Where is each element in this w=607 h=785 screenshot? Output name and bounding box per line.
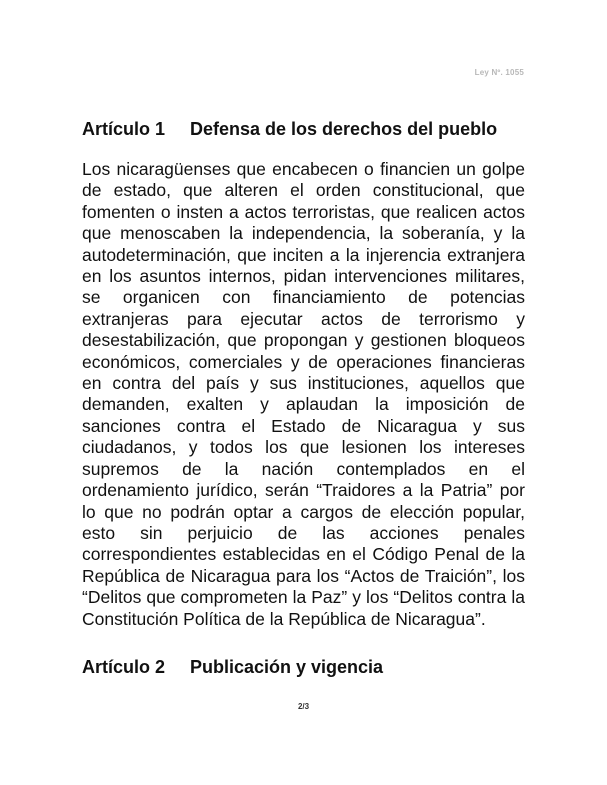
article-2-heading [82,656,383,678]
article-2-title: Publicación y vigencia [190,657,384,677]
article-1-heading [82,118,497,140]
law-reference: Ley Nº. 1055 [474,68,524,77]
page-number: 2/3 [297,702,310,711]
article-1-number: Artículo 1 [82,119,166,139]
article-1-body: Los nicaragüenses que encabecen o financien un golpe de estado, que alteren el orden constitucional, que fomenten o insten a actos terroristas, que realicen actos que menoscaben la independencia, la soberanía, y la autodeterminación, que inciten a la injerencia extranjera en los asuntos internos, pidan intervenciones militares, se organicen con financiamiento de potencias extranjeras para ejecutar actos de terrorismo y desestabilización, que propongan y gestionen bloqueos económicos, comerciales y de operaciones financieras en contra del país y sus instituciones, aquellos que demanden, exalten y aplaudan la imposición de sanciones contra el Estado de Nicaragua y sus ciudadanos, y todos los que lesionen los intereses supremos de la nación contemplados en el ordenamiento jurídico, serán “Traidores a la Patria” por lo que no podrán optar a cargos de elección popular, esto sin perjuicio de las acciones penales correspondientes establecidas en el Código Penal de la República de Nicaragua para los “Actos de Traición”, los “Delitos que comprometen la Paz” y los “Delitos contra la Constitución Política de la República de Nicaragua”. [82,159,525,629]
article-1-title: Defensa de los derechos del pueblo [190,119,498,139]
article-2-number: Artículo 2 [82,657,166,677]
